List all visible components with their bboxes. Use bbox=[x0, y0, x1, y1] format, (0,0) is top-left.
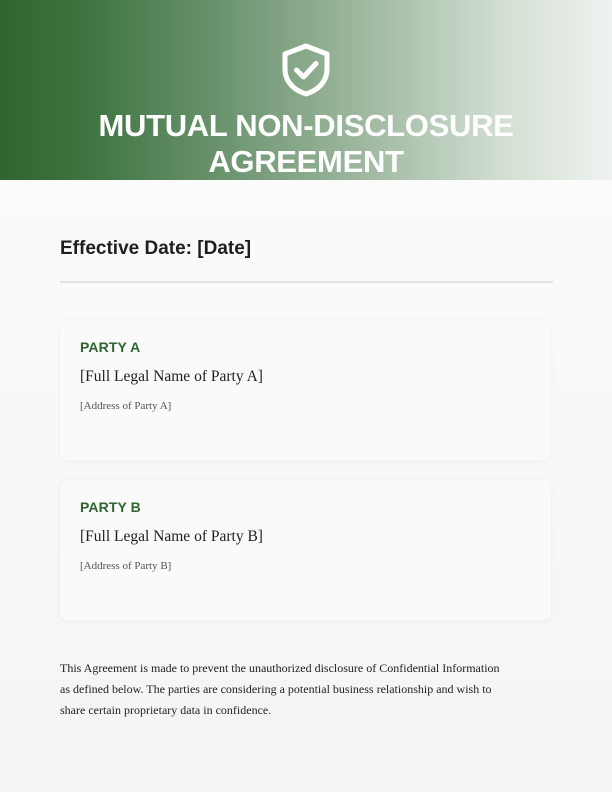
agreement-intro bbox=[60, 658, 552, 721]
intro-line-3: share certain proprietary data in confidence. bbox=[60, 703, 272, 717]
shield-check-icon bbox=[280, 43, 332, 97]
party-a-label: PARTY A bbox=[80, 339, 141, 355]
document-header bbox=[0, 0, 612, 180]
party-b-label: PARTY B bbox=[80, 499, 141, 515]
intro-line-1: This Agreement is made to prevent the unauthorized disclosure of Confidential Information bbox=[60, 661, 500, 675]
effective-date: Effective Date: [Date] bbox=[60, 238, 252, 259]
party-b-card bbox=[60, 480, 551, 620]
intro-line-2: as defined below. The parties are considering a potential business relationship and wish to bbox=[60, 682, 492, 696]
party-b-name: [Full Legal Name of Party B] bbox=[80, 528, 263, 545]
document-title bbox=[0, 108, 612, 180]
title-line-2: AGREEMENT bbox=[208, 144, 404, 179]
divider bbox=[60, 281, 553, 283]
title-line-1: MUTUAL NON-DISCLOSURE bbox=[98, 108, 514, 143]
party-a-address: [Address of Party A] bbox=[80, 400, 172, 412]
party-a-card bbox=[60, 320, 551, 460]
party-a-name: [Full Legal Name of Party A] bbox=[80, 368, 263, 385]
party-b-address: [Address of Party B] bbox=[80, 560, 172, 572]
